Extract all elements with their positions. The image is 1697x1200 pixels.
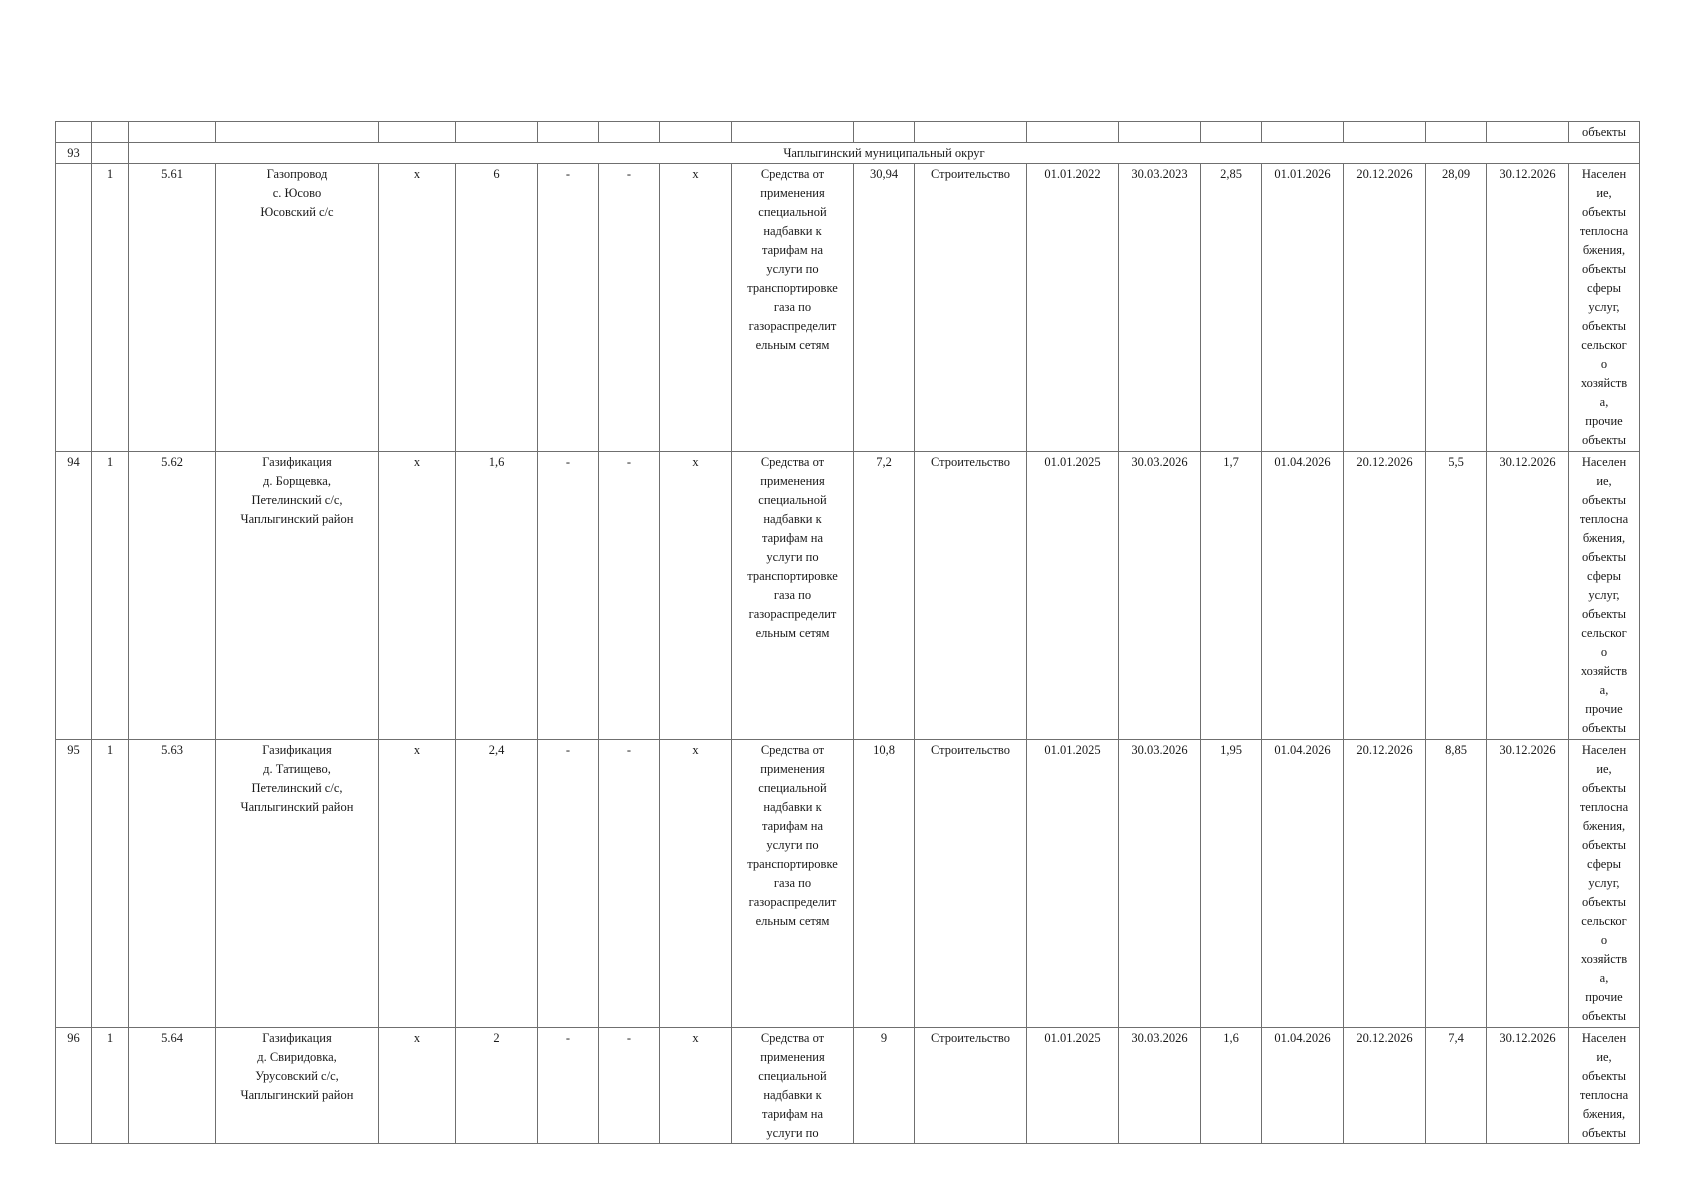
cell-line: Газификация <box>262 1031 332 1045</box>
row-number <box>56 164 92 452</box>
build-amount: 8,85 <box>1426 740 1487 1028</box>
build-start-date: 01.04.2026 <box>1262 740 1344 1028</box>
cell-line: теплосна <box>1579 512 1629 526</box>
project-code: 5.64 <box>129 1028 216 1144</box>
cell-c9: х <box>660 452 732 740</box>
cell-line: прочие <box>1585 990 1623 1004</box>
work-type: Строительство <box>915 740 1027 1028</box>
cell-line: газораспределит <box>748 895 837 909</box>
consumers-cell <box>1569 122 1640 143</box>
table-row <box>56 1028 1640 1144</box>
cell-c9: х <box>660 1028 732 1144</box>
cell-line: бжения, <box>1582 531 1626 545</box>
pipeline-length: 2,4 <box>456 740 538 1028</box>
item-number: 1 <box>92 452 129 740</box>
cell-line: а, <box>1599 971 1609 985</box>
cell-line: о <box>1600 645 1608 659</box>
cell-line: ие, <box>1596 762 1612 776</box>
design-start-date: 01.01.2025 <box>1027 740 1119 1028</box>
cell-line: объекты <box>1581 433 1627 447</box>
cell-line: специальной <box>758 1069 827 1083</box>
commissioning-date: 30.12.2026 <box>1487 452 1569 740</box>
cell-line: бжения, <box>1582 243 1626 257</box>
work-type: Строительство <box>915 164 1027 452</box>
cell-line: а, <box>1599 683 1609 697</box>
cell-c5: х <box>379 1028 456 1144</box>
cell-line: Юсовский с/с <box>260 205 334 219</box>
build-amount: 28,09 <box>1426 164 1487 452</box>
cell-line: услуг, <box>1588 876 1620 890</box>
project-name <box>216 452 379 740</box>
cell-line: применения <box>760 762 825 776</box>
cell-line: сферы <box>1587 281 1621 295</box>
pipeline-length: 1,6 <box>456 452 538 740</box>
cell-line: услуг, <box>1588 588 1620 602</box>
pipeline-length: 6 <box>456 164 538 452</box>
cell-line: объекты <box>1581 1069 1627 1083</box>
cell-line: Газопровод <box>266 167 328 181</box>
cell-line: надбавки к <box>763 800 822 814</box>
cell-line: объекты <box>1581 493 1627 507</box>
cell-line: сельског <box>1581 914 1627 928</box>
total-amount: 7,2 <box>854 452 915 740</box>
cell-line: ие, <box>1596 186 1612 200</box>
cell-c5: х <box>379 740 456 1028</box>
cell-line: надбавки к <box>763 1088 822 1102</box>
cell-line: ельным сетям <box>755 338 830 352</box>
cell-line: транспортировке <box>747 281 838 295</box>
funding-source <box>732 452 854 740</box>
work-type: Строительство <box>915 452 1027 740</box>
cell-c5: х <box>379 164 456 452</box>
total-amount: 10,8 <box>854 740 915 1028</box>
build-start-date: 01.01.2026 <box>1262 164 1344 452</box>
cell-c8: - <box>599 740 660 1028</box>
cell-line: ельным сетям <box>755 626 830 640</box>
cell-line: услуги по <box>766 1126 819 1140</box>
cell-line: объекты <box>1581 721 1627 735</box>
cell-line: услуг, <box>1588 300 1620 314</box>
project-code: 5.62 <box>129 452 216 740</box>
build-amount: 7,4 <box>1426 1028 1487 1144</box>
build-end-date: 20.12.2026 <box>1344 452 1426 740</box>
section-title: Чаплыгинский муниципальный округ <box>129 143 1640 164</box>
design-amount: 1,6 <box>1201 1028 1262 1144</box>
cell-line: объекты <box>1581 838 1627 852</box>
cell-line: теплосна <box>1579 800 1629 814</box>
cell-c5: х <box>379 452 456 740</box>
cell-line: газа по <box>773 588 812 602</box>
cell-line: ельным сетям <box>755 914 830 928</box>
cell-line: объекты <box>1581 262 1627 276</box>
cell-line: объекты <box>1581 895 1627 909</box>
item-number: 1 <box>92 164 129 452</box>
design-start-date: 01.01.2025 <box>1027 1028 1119 1144</box>
cell-line: бжения, <box>1582 819 1626 833</box>
cell-line: сельског <box>1581 626 1627 640</box>
cell-line: Петелинский с/с, <box>251 493 343 507</box>
cell-line: газораспределит <box>748 319 837 333</box>
cell-line: Чаплыгинский район <box>240 1088 354 1102</box>
cell-c9: х <box>660 164 732 452</box>
cell-line: Газификация <box>262 743 332 757</box>
cell-line: объекты <box>1581 125 1627 139</box>
cell-line: газораспределит <box>748 607 837 621</box>
commissioning-date: 30.12.2026 <box>1487 1028 1569 1144</box>
cell-line: Населен <box>1581 455 1627 469</box>
cell-line: Населен <box>1581 1031 1627 1045</box>
build-end-date: 20.12.2026 <box>1344 740 1426 1028</box>
cell-line: Петелинский с/с, <box>251 781 343 795</box>
cell-line: специальной <box>758 493 827 507</box>
cell-line: газа по <box>773 876 812 890</box>
build-start-date: 01.04.2026 <box>1262 1028 1344 1144</box>
table-row <box>56 452 1640 740</box>
funding-source <box>732 164 854 452</box>
cell-line: специальной <box>758 781 827 795</box>
cell-line: Населен <box>1581 167 1627 181</box>
cell-c8: - <box>599 164 660 452</box>
design-start-date: 01.01.2022 <box>1027 164 1119 452</box>
build-amount: 5,5 <box>1426 452 1487 740</box>
cell-line: Средства от <box>760 1031 825 1045</box>
cell-line: хозяйств <box>1580 664 1628 678</box>
cell-line: применения <box>760 1050 825 1064</box>
cell-line: газа по <box>773 300 812 314</box>
cell-line: объекты <box>1581 1126 1627 1140</box>
cell-line: о <box>1600 357 1608 371</box>
cell-line: услуги по <box>766 838 819 852</box>
cell-line: объекты <box>1581 781 1627 795</box>
cell-line: Средства от <box>760 455 825 469</box>
commissioning-date: 30.12.2026 <box>1487 164 1569 452</box>
build-end-date: 20.12.2026 <box>1344 164 1426 452</box>
cell-line: бжения, <box>1582 1107 1626 1121</box>
cell-line: Чаплыгинский район <box>240 800 354 814</box>
cell-line: Урусовский с/с, <box>255 1069 339 1083</box>
table-row <box>56 164 1640 452</box>
cell-line: Средства от <box>760 743 825 757</box>
cell-line: объекты <box>1581 205 1627 219</box>
cell-line: сельског <box>1581 338 1627 352</box>
cell-line: тарифам на <box>761 243 824 257</box>
cell-line: объекты <box>1581 550 1627 564</box>
consumers-cell <box>1569 452 1640 740</box>
design-end-date: 30.03.2023 <box>1119 164 1201 452</box>
cell-line: надбавки к <box>763 224 822 238</box>
cell-line: применения <box>760 186 825 200</box>
cell-line: д. Свиридовка, <box>257 1050 337 1064</box>
design-amount: 2,85 <box>1201 164 1262 452</box>
section-number: 93 <box>56 143 92 164</box>
work-type: Строительство <box>915 1028 1027 1144</box>
design-amount: 1,7 <box>1201 452 1262 740</box>
cell-c7: - <box>538 740 599 1028</box>
cell-line: с. Юсово <box>272 186 322 200</box>
row-number: 96 <box>56 1028 92 1144</box>
cell-line: применения <box>760 474 825 488</box>
consumers-cell <box>1569 1028 1640 1144</box>
continued-row <box>56 122 1640 143</box>
cell-line: объекты <box>1581 1009 1627 1023</box>
gas-projects-table <box>55 121 1640 1144</box>
project-code: 5.63 <box>129 740 216 1028</box>
commissioning-date: 30.12.2026 <box>1487 740 1569 1028</box>
consumers-cell <box>1569 164 1640 452</box>
project-name <box>216 1028 379 1144</box>
design-amount: 1,95 <box>1201 740 1262 1028</box>
cell-c7: - <box>538 164 599 452</box>
cell-line: сферы <box>1587 857 1621 871</box>
cell-line: прочие <box>1585 414 1623 428</box>
cell-line: транспортировке <box>747 569 838 583</box>
cell-line: прочие <box>1585 702 1623 716</box>
cell-c8: - <box>599 452 660 740</box>
design-start-date: 01.01.2025 <box>1027 452 1119 740</box>
cell-line: объекты <box>1581 607 1627 621</box>
cell-line: тарифам на <box>761 1107 824 1121</box>
cell-c7: - <box>538 1028 599 1144</box>
cell-line: а, <box>1599 395 1609 409</box>
cell-line: теплосна <box>1579 224 1629 238</box>
design-end-date: 30.03.2026 <box>1119 740 1201 1028</box>
cell-c7: - <box>538 452 599 740</box>
cell-line: Населен <box>1581 743 1627 757</box>
consumers-cell <box>1569 740 1640 1028</box>
cell-c8: - <box>599 1028 660 1144</box>
total-amount: 9 <box>854 1028 915 1144</box>
cell-line: Чаплыгинский район <box>240 512 354 526</box>
project-name <box>216 164 379 452</box>
build-end-date: 20.12.2026 <box>1344 1028 1426 1144</box>
cell-line: ие, <box>1596 474 1612 488</box>
pipeline-length: 2 <box>456 1028 538 1144</box>
cell-line: о <box>1600 933 1608 947</box>
project-name <box>216 740 379 1028</box>
build-start-date: 01.04.2026 <box>1262 452 1344 740</box>
row-number: 95 <box>56 740 92 1028</box>
cell-line: хозяйств <box>1580 952 1628 966</box>
cell-line: объекты <box>1581 319 1627 333</box>
table-row <box>56 740 1640 1028</box>
cell-line: услуги по <box>766 262 819 276</box>
cell-line: д. Татищево, <box>263 762 331 776</box>
section-row <box>56 143 1640 164</box>
cell-line: хозяйств <box>1580 376 1628 390</box>
design-end-date: 30.03.2026 <box>1119 452 1201 740</box>
item-number: 1 <box>92 740 129 1028</box>
cell-line: д. Борщевка, <box>263 474 331 488</box>
item-number: 1 <box>92 1028 129 1144</box>
row-number: 94 <box>56 452 92 740</box>
cell-line: ие, <box>1596 1050 1612 1064</box>
project-code: 5.61 <box>129 164 216 452</box>
cell-line: надбавки к <box>763 512 822 526</box>
total-amount: 30,94 <box>854 164 915 452</box>
cell-line: Газификация <box>262 455 332 469</box>
cell-c9: х <box>660 740 732 1028</box>
cell-line: теплосна <box>1579 1088 1629 1102</box>
cell-line: транспортировке <box>747 857 838 871</box>
design-end-date: 30.03.2026 <box>1119 1028 1201 1144</box>
cell-line: сферы <box>1587 569 1621 583</box>
cell-line: тарифам на <box>761 819 824 833</box>
cell-line: специальной <box>758 205 827 219</box>
cell-line: тарифам на <box>761 531 824 545</box>
cell-line: услуги по <box>766 550 819 564</box>
cell-line: Средства от <box>760 167 825 181</box>
funding-source <box>732 1028 854 1144</box>
funding-source <box>732 740 854 1028</box>
